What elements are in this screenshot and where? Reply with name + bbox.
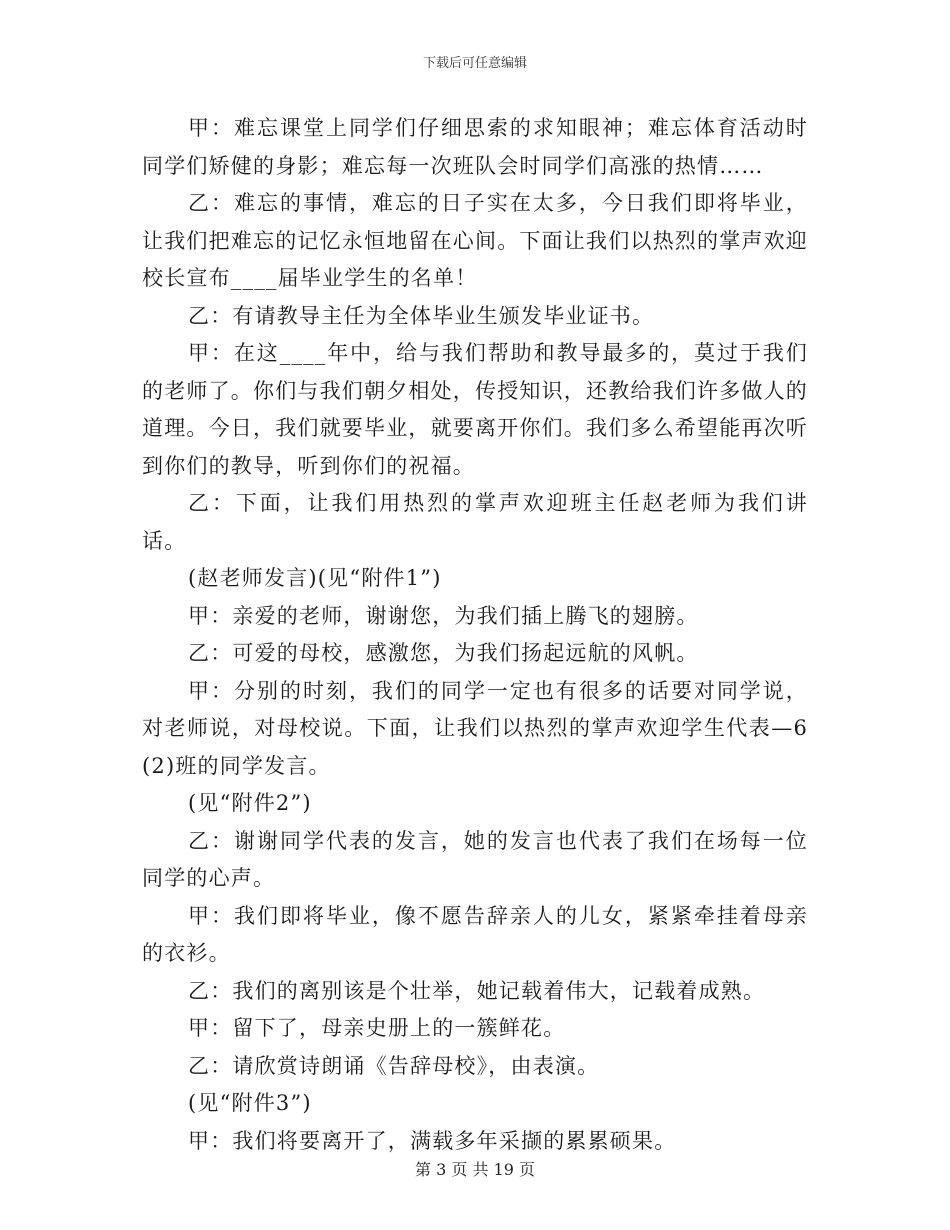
paragraph: (赵老师发言)(见“附件1”) — [188, 566, 442, 590]
paragraph: 甲：难忘课堂上同学们仔细思索的求知眼神；难忘体育活动时同学们矫健的身影；难忘每一次班队会时同学们高涨的热情…… — [142, 116, 808, 178]
paragraph: 甲：分别的时刻，我们的同学一定也有很多的话要对同学说，对老师说，对母校说。下面，让我们以热烈的掌声欢迎学生代表—6(2)班的同学发言。 — [142, 678, 808, 778]
page-number: 第 3 页 共 19 页 — [415, 1160, 535, 1179]
paragraph: 甲：在这____年中，给与我们帮助和教导最多的，莫过于我们的老师了。你们与我们朝夕相处，传授知识，还教给我们许多做人的道理。今日，我们就要毕业，就要离开你们。我们多么希望能再次听到你们的教导，听到你们的祝福。 — [142, 341, 808, 478]
paragraph: 乙：可爱的母校，感激您，为我们扬起远航的风帆。 — [188, 641, 699, 665]
paragraph: 甲：留下了，母亲史册上的一簇鲜花。 — [188, 1016, 566, 1040]
paragraph: (见“附件3”) — [188, 1091, 312, 1115]
document-body — [142, 110, 808, 1160]
paragraph: 乙：谢谢同学代表的发言，她的发言也代表了我们在场每一位同学的心声。 — [142, 828, 808, 890]
paragraph: 乙：请欣赏诗朗诵《告辞母校》，由表演。 — [188, 1053, 600, 1078]
paragraph: 甲：亲爱的老师，谢谢您，为我们插上腾飞的翅膀。 — [188, 603, 699, 628]
page-header-note: 下载后可任意编辑 — [422, 56, 527, 71]
paragraph: 甲：我们将要离开了，满载多年采撷的累累硕果。 — [188, 1128, 677, 1153]
paragraph: 乙：有请教导主任为全体毕业生颁发毕业证书。 — [188, 303, 655, 328]
paragraph: 乙：难忘的事情，难忘的日子实在太多，今日我们即将毕业，让我们把难忘的记忆永恒地留在心间。下面让我们以热烈的掌声欢迎校长宣布____届毕业学生的名单！ — [142, 191, 808, 290]
paragraph: (见“附件2”) — [188, 791, 312, 815]
paragraph: 乙：下面，让我们用热烈的掌声欢迎班主任赵老师为我们讲话。 — [142, 491, 808, 553]
paragraph: 甲：我们即将毕业，像不愿告辞亲人的儿女，紧紧牵挂着母亲的衣衫。 — [142, 903, 808, 965]
paragraph: 乙：我们的离别该是个壮举，她记载着伟大，记载着成熟。 — [188, 978, 766, 1003]
